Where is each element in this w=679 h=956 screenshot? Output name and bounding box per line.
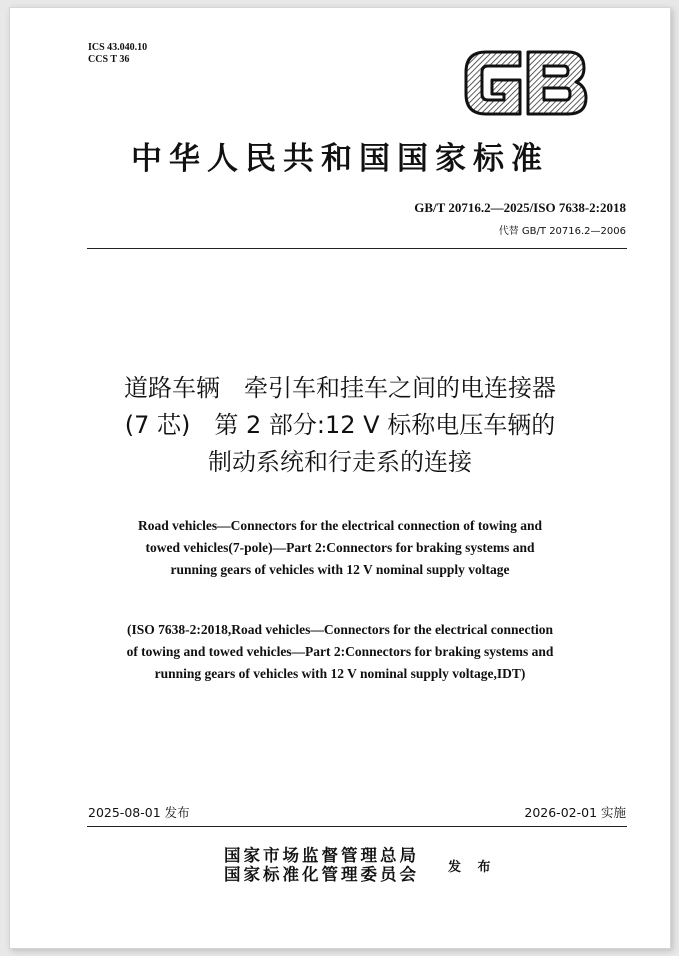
footer-divider bbox=[87, 826, 627, 827]
english-title-line: running gears of vehicles with 12 V nominal supply voltage bbox=[170, 562, 510, 577]
issuer-line: 国家标准化管理委员会 bbox=[224, 865, 419, 884]
english-title bbox=[10, 515, 670, 581]
chinese-title bbox=[10, 370, 670, 481]
issuer-line: 国家市场监督管理总局 bbox=[224, 846, 419, 865]
iso-reference-line: (ISO 7638-2:2018,Road vehicles—Connectors for the electrical connection bbox=[126, 622, 554, 637]
chinese-title-line: 制动系统和行走系的连接 bbox=[208, 448, 472, 476]
issuing-authorities bbox=[224, 846, 419, 884]
english-title-line: towed vehicles(7-pole)—Part 2:Connectors for braking systems and bbox=[145, 540, 535, 555]
ccs-code: CCS T 36 bbox=[88, 54, 130, 65]
iso-reference bbox=[10, 619, 670, 685]
standard-code: GB/T 20716.2—2025/ISO 7638-2:2018 bbox=[414, 200, 626, 215]
chinese-title-line: 道路车辆 牵引车和挂车之间的电连接器 bbox=[124, 374, 556, 402]
header-divider bbox=[87, 248, 627, 249]
document-page bbox=[9, 7, 671, 949]
implementation-date: 2026-02-01 实施 bbox=[524, 805, 626, 820]
iso-reference-line: running gears of vehicles with 12 V nominal supply voltage,IDT) bbox=[154, 666, 526, 681]
publish-label: 发 布 bbox=[448, 860, 497, 875]
iso-reference-line: of towing and towed vehicles—Part 2:Connectors for braking systems and bbox=[126, 644, 554, 659]
issue-date: 2025-08-01 发布 bbox=[88, 805, 190, 820]
gb-logo-icon bbox=[456, 42, 594, 124]
chinese-title-line: (7 芯) 第 2 部分:12 V 标称电压车辆的 bbox=[124, 411, 556, 439]
standard-type-title: 中华人民共和国国家标准 bbox=[131, 141, 549, 177]
english-title-line: Road vehicles—Connectors for the electrical connection of towing and bbox=[138, 518, 542, 533]
ics-code: ICS 43.040.10 bbox=[88, 42, 148, 53]
classification-codes bbox=[88, 42, 147, 66]
replaces-code: 代替 GB/T 20716.2—2006 bbox=[498, 226, 626, 237]
